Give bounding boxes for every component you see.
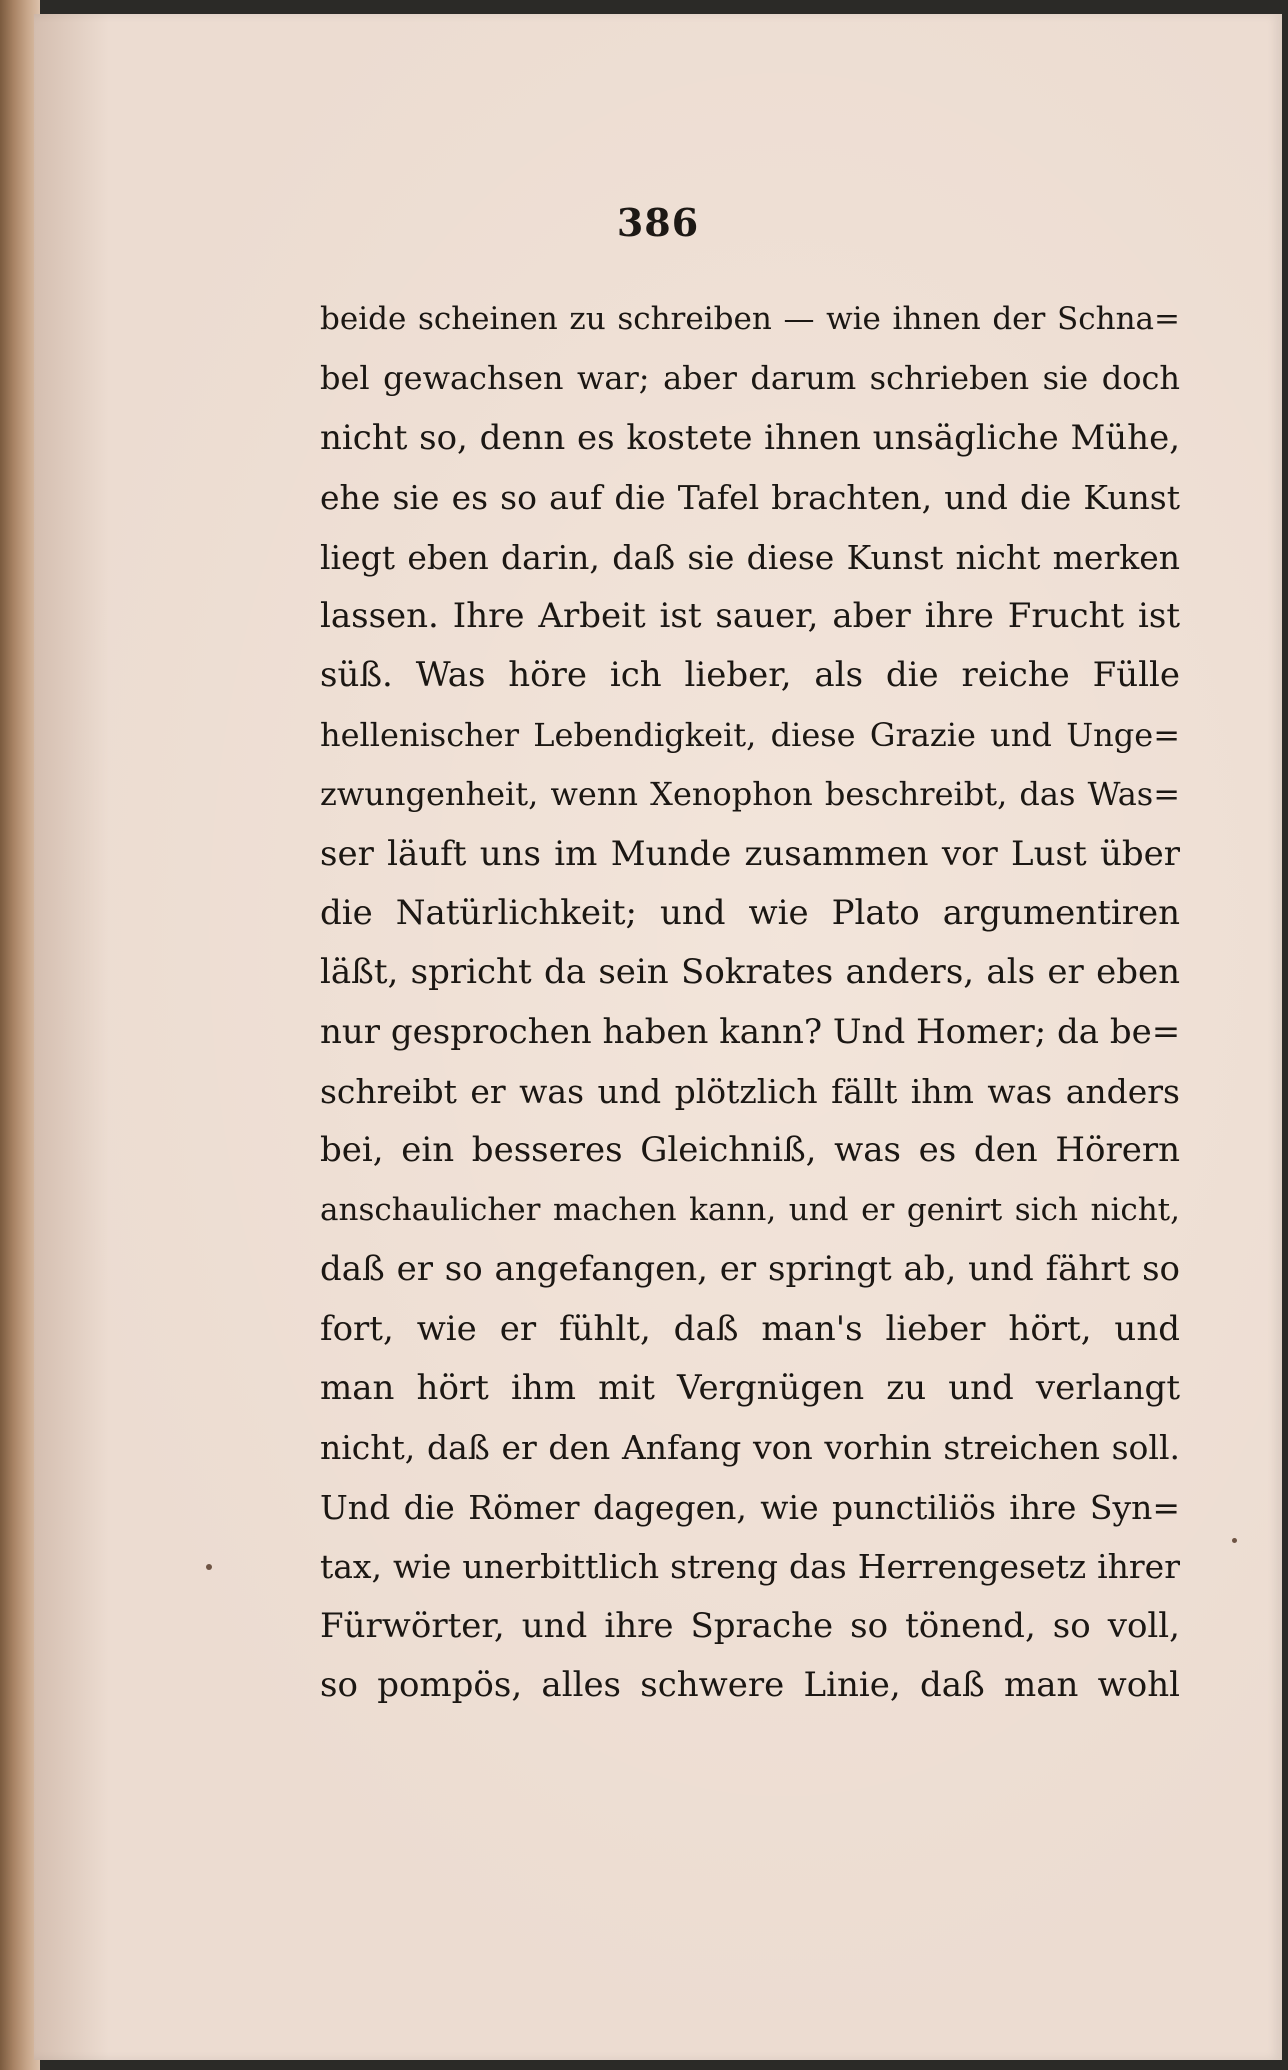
text-line: nur gesprochen haben kann? Und Homer; da be=: [320, 1011, 1180, 1052]
text-line: süß. Was höre ich lieber, als die reiche Fülle: [320, 655, 1180, 696]
text-line: tax, wie unerbittlich streng das Herrengesetz ihrer: [320, 1547, 1180, 1587]
text-line: die Natürlichkeit; und wie Plato argumentiren: [320, 892, 1180, 933]
text-line: ser läuft uns im Munde zusammen vor Lust über: [320, 833, 1180, 874]
text-line: Fürwörter, und ihre Sprache so tönend, so voll,: [320, 1605, 1180, 1646]
text-line: bei, ein besseres Gleichniß, was es den Hörern: [320, 1130, 1180, 1171]
book-page: [34, 14, 1282, 2060]
text-line: ehe sie es so auf die Tafel brachten, und die Kunst: [320, 478, 1180, 518]
text-line: nicht, daß er den Anfang von vorhin streichen soll.: [320, 1428, 1180, 1468]
paper-speck: [1232, 1538, 1237, 1543]
text-line: lassen. Ihre Arbeit ist sauer, aber ihre Frucht ist: [320, 595, 1180, 636]
text-line: daß er so angefangen, er springt ab, und fährt so: [320, 1249, 1180, 1290]
text-line: schreibt er was und plötzlich fällt ihm was anders: [320, 1072, 1180, 1112]
text-line: beide scheinen zu schreiben — wie ihnen der Schna=: [320, 301, 1180, 337]
text-line: man hört ihm mit Vergnügen zu und verlangt: [320, 1368, 1180, 1409]
text-line: anschaulicher machen kann, und er genirt sich nicht,: [320, 1191, 1180, 1228]
page-number: 386: [616, 200, 700, 245]
text-line: liegt eben darin, daß sie diese Kunst nicht merken: [320, 537, 1180, 577]
text-line: zwungenheit, wenn Xenophon beschreibt, das Was=: [320, 775, 1180, 814]
text-body: [320, 290, 1180, 1715]
text-line: fort, wie er fühlt, daß man's lieber hört, und: [320, 1308, 1180, 1349]
text-line: Und die Römer dagegen, wie punctiliös ihre Syn=: [320, 1487, 1180, 1527]
text-line: hellenischer Lebendigkeit, diese Grazie und Unge=: [320, 715, 1180, 754]
paper-speck: [206, 1564, 212, 1570]
text-line: läßt, spricht da sein Sokrates anders, als er eben: [320, 952, 1180, 993]
text-line: nicht so, denn es kostete ihnen unsägliche Mühe,: [320, 417, 1180, 458]
text-line: bel gewachsen war; aber darum schrieben sie doch: [320, 359, 1180, 398]
text-line: so pompös, alles schwere Linie, daß man wohl: [320, 1664, 1180, 1705]
